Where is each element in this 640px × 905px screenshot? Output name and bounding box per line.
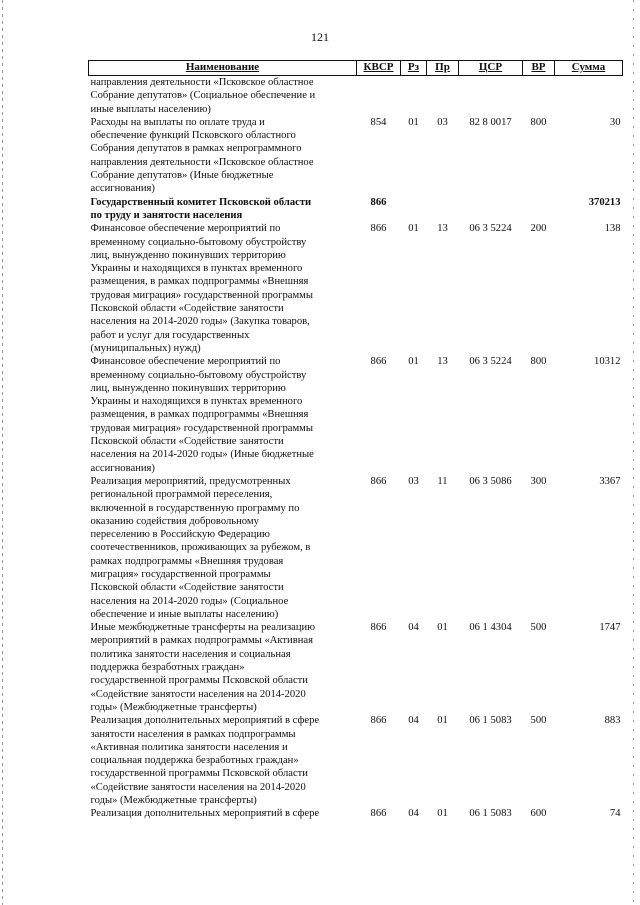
row-name-line: Реализация мероприятий, предусмотренных	[90, 475, 291, 487]
row-name-line: поддержка безработных граждан»	[90, 662, 245, 674]
header-kvsr: КВСР	[357, 61, 401, 76]
table-row	[89, 196, 623, 223]
row-csr-cell: 06 3 5224	[469, 356, 512, 368]
row-sum-cell: 10312	[594, 356, 621, 368]
row-name-line: обеспечение функций Псковского областного	[90, 130, 296, 142]
row-vr-cell	[523, 76, 555, 116]
row-name-line: населения на 2014-2020 годы» (Иные бюджетные	[90, 449, 314, 461]
table-row	[89, 116, 623, 196]
row-name-line: населения на 2014-2020 годы» (Социальное	[90, 595, 289, 607]
row-sum-cell: 883	[604, 715, 621, 727]
row-pr-cell: 11	[437, 475, 448, 487]
row-name-line: Псковской области «Содействие занятости	[90, 303, 284, 315]
row-csr-cell: 82 8 0017	[469, 116, 512, 128]
row-csr-cell	[459, 76, 523, 116]
row-rz-cell: 01	[408, 356, 419, 368]
table-body	[89, 76, 623, 821]
row-name-cell	[89, 222, 357, 355]
row-kvsr-cell: 854	[370, 116, 387, 128]
row-name-line: временному социально-бытовому обустройству	[90, 369, 307, 381]
row-name-cell	[89, 621, 357, 714]
row-csr-cell	[459, 196, 523, 223]
scan-edge-left	[2, 0, 3, 905]
row-name-line: обеспечение и иные выплаты населению)	[90, 608, 279, 620]
row-sum-cell: 30	[609, 116, 621, 128]
row-name-line: Псковской области «Содействие занятости	[90, 436, 284, 448]
row-name-line: Украины и находящихся в пунктах временного	[90, 263, 303, 275]
row-name-cell	[89, 196, 357, 223]
row-csr-cell: 06 3 5086	[469, 475, 512, 487]
row-kvsr-cell: 866	[370, 622, 387, 634]
row-name-cell	[89, 475, 357, 621]
row-name-line: трудовая миграция» государственной программы	[90, 289, 313, 301]
row-pr-cell: 13	[437, 223, 448, 235]
row-name-line: Государственный комитет Псковской области	[90, 196, 312, 208]
row-name-line: по труду и занятости населения	[90, 209, 243, 221]
row-name-line: региональной программой переселения,	[90, 489, 273, 501]
row-sum-cell: 138	[604, 223, 621, 235]
row-name-cell	[89, 714, 357, 807]
header-rz: Рз	[401, 61, 427, 76]
table-header-row	[89, 61, 623, 76]
row-name-line: Расходы на выплаты по оплате труда и	[90, 116, 265, 128]
row-name-line: трудовая миграция» государственной программы	[90, 422, 313, 434]
row-name-line: ассигнования)	[90, 183, 155, 195]
row-name-cell	[89, 355, 357, 475]
row-pr-cell: 01	[437, 715, 448, 727]
row-name-line: включенной в государственную программу по	[90, 502, 300, 514]
row-name-line: иные выплаты населению)	[90, 103, 211, 115]
row-name-cell	[89, 116, 357, 196]
row-name-line: рамках подпрограммы «Внешняя трудовая	[90, 555, 284, 567]
row-kvsr-cell: 866	[370, 196, 387, 208]
row-csr-cell: 06 1 5083	[469, 715, 512, 727]
row-rz-cell: 04	[408, 715, 419, 727]
page-number: 121	[311, 30, 329, 44]
row-pr-cell	[427, 196, 459, 223]
table-row	[89, 222, 623, 355]
header-csr: ЦСР	[459, 61, 523, 76]
budget-table	[88, 60, 623, 821]
row-vr-cell: 200	[530, 223, 547, 235]
header-sum: Сумма	[555, 61, 623, 76]
row-name-line: оказанию содействия добровольному	[90, 515, 259, 527]
row-pr-cell: 01	[437, 808, 448, 820]
row-name-line: «Содействие занятости населения на 2014-2020	[90, 688, 306, 700]
row-name-line: (муниципальных) нужд)	[90, 342, 201, 354]
row-vr-cell: 600	[530, 808, 547, 820]
row-name-line: политика занятости населения и социальная	[90, 648, 291, 660]
row-kvsr-cell: 866	[370, 223, 387, 235]
row-name-cell	[89, 807, 357, 820]
row-rz-cell: 01	[408, 223, 419, 235]
table-row	[89, 807, 623, 820]
row-name-line: лиц, вынужденно покинувших территорию	[90, 249, 286, 261]
row-name-line: Финансовое обеспечение мероприятий по	[90, 223, 281, 235]
header-vr: ВР	[523, 61, 555, 76]
row-name-cell	[89, 76, 357, 116]
row-name-line: «Содействие занятости населения на 2014-2020	[90, 781, 306, 793]
row-name-line: «Активная политика занятости населения и	[90, 741, 288, 753]
table-row	[89, 475, 623, 621]
row-kvsr-cell: 866	[370, 356, 387, 368]
row-rz-cell	[401, 76, 427, 116]
row-vr-cell: 300	[530, 475, 547, 487]
row-name-line: миграция» государственной программы	[90, 568, 271, 580]
row-kvsr-cell	[357, 76, 401, 116]
row-name-line: мероприятий в рамках подпрограммы «Активная	[90, 635, 313, 647]
row-name-line: Псковской области «Содействие занятости	[90, 582, 284, 594]
row-sum-cell	[555, 76, 623, 116]
row-name-line: Иные межбюджетные трансферты на реализацию	[90, 622, 316, 634]
row-vr-cell: 800	[530, 116, 547, 128]
row-name-line: Реализация дополнительных мероприятий в сфере	[90, 808, 320, 820]
row-name-line: направления деятельности «Псковское областное	[90, 77, 314, 88]
table-row	[89, 621, 623, 714]
row-name-line: работ и услуг для государственных	[90, 329, 250, 341]
row-pr-cell	[427, 76, 459, 116]
row-name-line: государственной программы Псковской области	[90, 768, 308, 780]
row-rz-cell: 03	[408, 475, 419, 487]
row-name-line: Собрания депутатов в рамках непрограммного	[90, 143, 302, 155]
row-rz-cell	[401, 196, 427, 223]
row-pr-cell: 01	[437, 622, 448, 634]
row-name-line: социальная поддержка безработных граждан»	[90, 755, 299, 767]
row-csr-cell: 06 3 5224	[469, 223, 512, 235]
row-name-line: размещения, в рамках подпрограммы «Внешняя	[90, 276, 309, 288]
row-name-line: размещения, в рамках подпрограммы «Внешняя	[90, 409, 309, 421]
row-name-line: переселению в Российскую Федерацию	[90, 529, 270, 541]
row-name-line: Украины и находящихся в пунктах временного	[90, 396, 303, 408]
row-name-line: государственной программы Псковской области	[90, 675, 308, 687]
row-name-line: соотечественников, проживающих за рубежом, в	[90, 542, 311, 554]
row-vr-cell: 500	[530, 715, 547, 727]
row-rz-cell: 04	[408, 808, 419, 820]
row-vr-cell: 500	[530, 622, 547, 634]
row-kvsr-cell: 866	[370, 475, 387, 487]
header-pr: Пр	[427, 61, 459, 76]
row-pr-cell: 03	[437, 116, 448, 128]
row-name-line: Реализация дополнительных мероприятий в сфере	[90, 715, 320, 727]
row-name-line: Собрание депутатов» (Иные бюджетные	[90, 170, 274, 182]
row-name-line: лиц, вынужденно покинувших территорию	[90, 382, 286, 394]
row-rz-cell: 04	[408, 622, 419, 634]
row-pr-cell: 13	[437, 356, 448, 368]
table-row	[89, 355, 623, 475]
row-vr-cell	[523, 196, 555, 223]
row-name-line: занятости населения в рамках подпрограммы	[90, 728, 296, 740]
row-sum-cell: 74	[609, 808, 621, 820]
table-row	[89, 714, 623, 807]
row-sum-cell: 370213	[588, 196, 621, 208]
row-name-line: временному социально-бытовому обустройству	[90, 236, 307, 248]
row-rz-cell: 01	[408, 116, 419, 128]
row-csr-cell: 06 1 4304	[469, 622, 512, 634]
row-sum-cell: 3367	[599, 475, 621, 487]
row-name-line: годы» (Межбюджетные трансферты)	[90, 701, 257, 713]
table-row	[89, 76, 623, 116]
row-name-line: направления деятельности «Псковское областное	[90, 156, 314, 168]
header-name: Наименование	[89, 61, 357, 76]
row-sum-cell: 1747	[599, 622, 621, 634]
row-name-line: годы» (Межбюджетные трансферты)	[90, 795, 257, 807]
row-kvsr-cell: 866	[370, 808, 387, 820]
row-name-line: ассигнования)	[90, 462, 155, 474]
scan-edge-right	[633, 0, 634, 905]
row-name-line: Финансовое обеспечение мероприятий по	[90, 356, 281, 368]
row-kvsr-cell: 866	[370, 715, 387, 727]
row-vr-cell: 800	[530, 356, 547, 368]
row-csr-cell: 06 1 5083	[469, 808, 512, 820]
row-name-line: Собрание депутатов» (Социальное обеспечение и	[90, 90, 316, 102]
row-name-line: населения на 2014-2020 годы» (Закупка товаров,	[90, 316, 310, 328]
